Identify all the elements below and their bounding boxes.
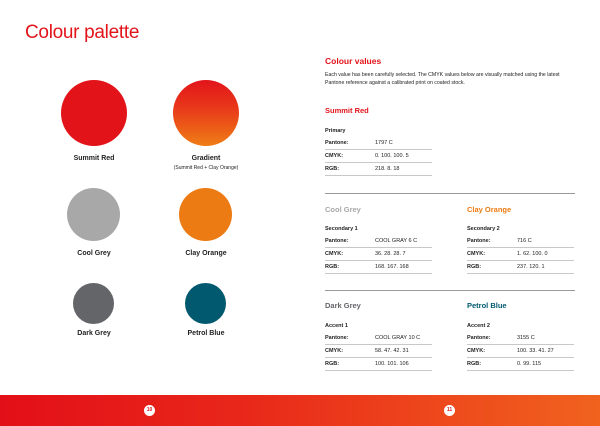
table-row bbox=[325, 358, 432, 371]
footer-band bbox=[0, 395, 600, 426]
cmyk-value: 36. 28. 28. 7 bbox=[375, 248, 432, 261]
cmyk-key: CMYK: bbox=[467, 248, 517, 261]
petrol-blue-role: Accent 2 bbox=[467, 323, 490, 329]
petrol-blue-swatch bbox=[185, 283, 226, 324]
clay-orange-label: Clay Orange bbox=[185, 250, 227, 257]
colour-values-heading: Colour values bbox=[325, 56, 382, 66]
gradient-label: Gradient bbox=[191, 155, 221, 162]
summit-red-title: Summit Red bbox=[325, 106, 369, 115]
pantone-key: Pantone: bbox=[467, 332, 517, 345]
cmyk-key: CMYK: bbox=[467, 345, 517, 358]
rgb-key: RGB: bbox=[325, 261, 375, 274]
summit-red-values bbox=[325, 137, 432, 176]
cmyk-value: 0. 100. 100. 5 bbox=[375, 150, 432, 163]
gradient-swatch bbox=[173, 80, 239, 146]
dark-grey-role: Accent 1 bbox=[325, 323, 348, 329]
dark-grey-title: Dark Grey bbox=[325, 301, 361, 310]
pantone-value: 3155 C bbox=[517, 332, 574, 345]
clay-orange-swatch bbox=[179, 188, 232, 241]
dark-grey-values bbox=[325, 332, 432, 371]
table-row bbox=[325, 163, 432, 176]
cmyk-key: CMYK: bbox=[325, 345, 375, 358]
table-row bbox=[467, 235, 574, 248]
pantone-key: Pantone: bbox=[325, 332, 375, 345]
table-row bbox=[467, 345, 574, 358]
clay-orange-title: Clay Orange bbox=[467, 205, 512, 214]
rgb-value: 100. 101. 106 bbox=[375, 358, 432, 371]
clay-orange-values bbox=[467, 235, 574, 274]
table-row bbox=[467, 261, 574, 274]
rgb-value: 168. 167. 168 bbox=[375, 261, 432, 274]
petrol-blue-values bbox=[467, 332, 574, 371]
cool-grey-values bbox=[325, 235, 432, 274]
rgb-key: RGB: bbox=[325, 358, 375, 371]
pantone-value: COOL GRAY 10 C bbox=[375, 332, 432, 345]
rgb-value: 0. 99. 115 bbox=[517, 358, 574, 371]
gradient-sublabel: (Summit Red + Clay Orange) bbox=[173, 165, 239, 171]
pantone-value: COOL GRAY 6 C bbox=[375, 235, 432, 248]
rgb-key: RGB: bbox=[467, 261, 517, 274]
table-row bbox=[325, 235, 432, 248]
cmyk-value: 1. 62. 100. 0 bbox=[517, 248, 574, 261]
cool-grey-swatch bbox=[67, 188, 120, 241]
pantone-key: Pantone: bbox=[325, 137, 375, 150]
cool-grey-label: Cool Grey bbox=[77, 250, 111, 257]
petrol-blue-title: Petrol Blue bbox=[467, 301, 507, 310]
table-row bbox=[325, 332, 432, 345]
pantone-value: 1797 C bbox=[375, 137, 432, 150]
summit-red-role: Primary bbox=[325, 128, 346, 134]
dark-grey-label: Dark Grey bbox=[77, 330, 111, 337]
table-row bbox=[325, 248, 432, 261]
pantone-value: 716 C bbox=[517, 235, 574, 248]
table-row bbox=[467, 358, 574, 371]
clay-orange-role: Secondary 2 bbox=[467, 226, 500, 232]
table-row bbox=[325, 137, 432, 150]
page-title: Colour palette bbox=[25, 22, 140, 43]
table-row bbox=[467, 248, 574, 261]
cmyk-key: CMYK: bbox=[325, 248, 375, 261]
summit-red-label: Summit Red bbox=[73, 155, 115, 162]
page-number-left: 10 bbox=[144, 405, 155, 416]
pantone-key: Pantone: bbox=[325, 235, 375, 248]
cmyk-value: 58. 47. 42. 31 bbox=[375, 345, 432, 358]
pantone-key: Pantone: bbox=[467, 235, 517, 248]
cool-grey-title: Cool Grey bbox=[325, 205, 361, 214]
table-row bbox=[325, 261, 432, 274]
cmyk-value: 100. 33. 41. 27 bbox=[517, 345, 574, 358]
rgb-key: RGB: bbox=[325, 163, 375, 176]
intro-text: Each value has been carefully selected. The CMYK values below are visually matched using the latest Pantone reference against a calibrated print on coated stock. bbox=[325, 72, 560, 86]
table-row bbox=[325, 345, 432, 358]
rgb-value: 237. 120. 1 bbox=[517, 261, 574, 274]
divider bbox=[325, 290, 575, 291]
summit-red-swatch bbox=[61, 80, 127, 146]
divider bbox=[325, 193, 575, 194]
cmyk-key: CMYK: bbox=[325, 150, 375, 163]
rgb-value: 218. 8. 18 bbox=[375, 163, 432, 176]
dark-grey-swatch bbox=[73, 283, 114, 324]
table-row bbox=[467, 332, 574, 345]
cool-grey-role: Secondary 1 bbox=[325, 226, 358, 232]
table-row bbox=[325, 150, 432, 163]
rgb-key: RGB: bbox=[467, 358, 517, 371]
page-number-right: 11 bbox=[444, 405, 455, 416]
petrol-blue-label: Petrol Blue bbox=[187, 330, 225, 337]
